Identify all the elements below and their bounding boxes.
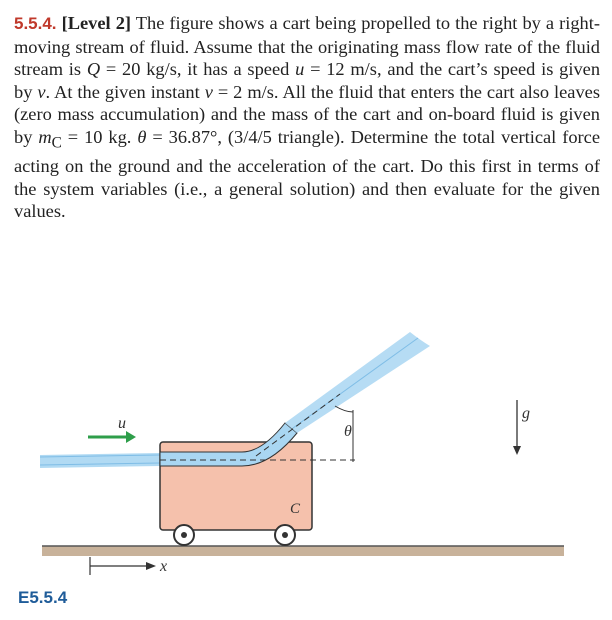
Q-value: = 20 kg/s, it has a speed	[100, 59, 296, 80]
gravity-arrowhead	[513, 446, 521, 455]
label-g: g	[522, 405, 530, 422]
symbol-v-2: v	[204, 81, 213, 102]
jet-streak	[293, 338, 418, 428]
symbol-Q: Q	[86, 59, 101, 80]
problem-number: 5.5.4.	[14, 14, 57, 33]
symbol-m-subscript: C	[51, 134, 62, 152]
symbol-theta: θ	[137, 126, 147, 147]
theta-label: θ	[344, 423, 352, 440]
label-u: u	[118, 415, 126, 432]
problem-level: [Level 2]	[61, 13, 132, 33]
u-value: = 12 m/s, and the cart’s speed is given by	[14, 59, 601, 102]
problem-body-2: . At the given instant	[45, 81, 205, 102]
label-c: C	[290, 501, 301, 517]
velocity-arrowhead-u	[126, 431, 136, 443]
label-x: x	[160, 558, 168, 575]
x-axis-arrowhead	[146, 562, 156, 570]
figure-caption: E5.5.4	[18, 588, 68, 607]
theta-value-and-task: = 36.87°, (3/4/5 triangle). Determine the total vertical force acting on the ground and the acceleration of the cart. Do this first in terms of the system variables (i.e., a general solution) and then evaluate for the given values.	[14, 126, 600, 222]
m-value: = 10 kg.	[61, 126, 138, 147]
wheel-left-hub	[181, 532, 187, 538]
symbol-m: m	[38, 126, 52, 147]
theta-arc	[335, 406, 353, 412]
problem-body-1: The figure shows a cart being propelled to the right by a right-moving stream of fluid. Assume that the originating mass flow rate of the fluid stream is	[14, 13, 600, 80]
ground-hatch	[42, 546, 564, 556]
symbol-v: v	[37, 81, 46, 102]
wheel-right-hub	[282, 532, 288, 538]
v-value: = 2 m/s. All the fluid that enters the cart also leaves (zero mass accumulation) and the mass of the cart and on-board fluid is given by	[14, 81, 600, 147]
symbol-u: u	[295, 59, 305, 80]
